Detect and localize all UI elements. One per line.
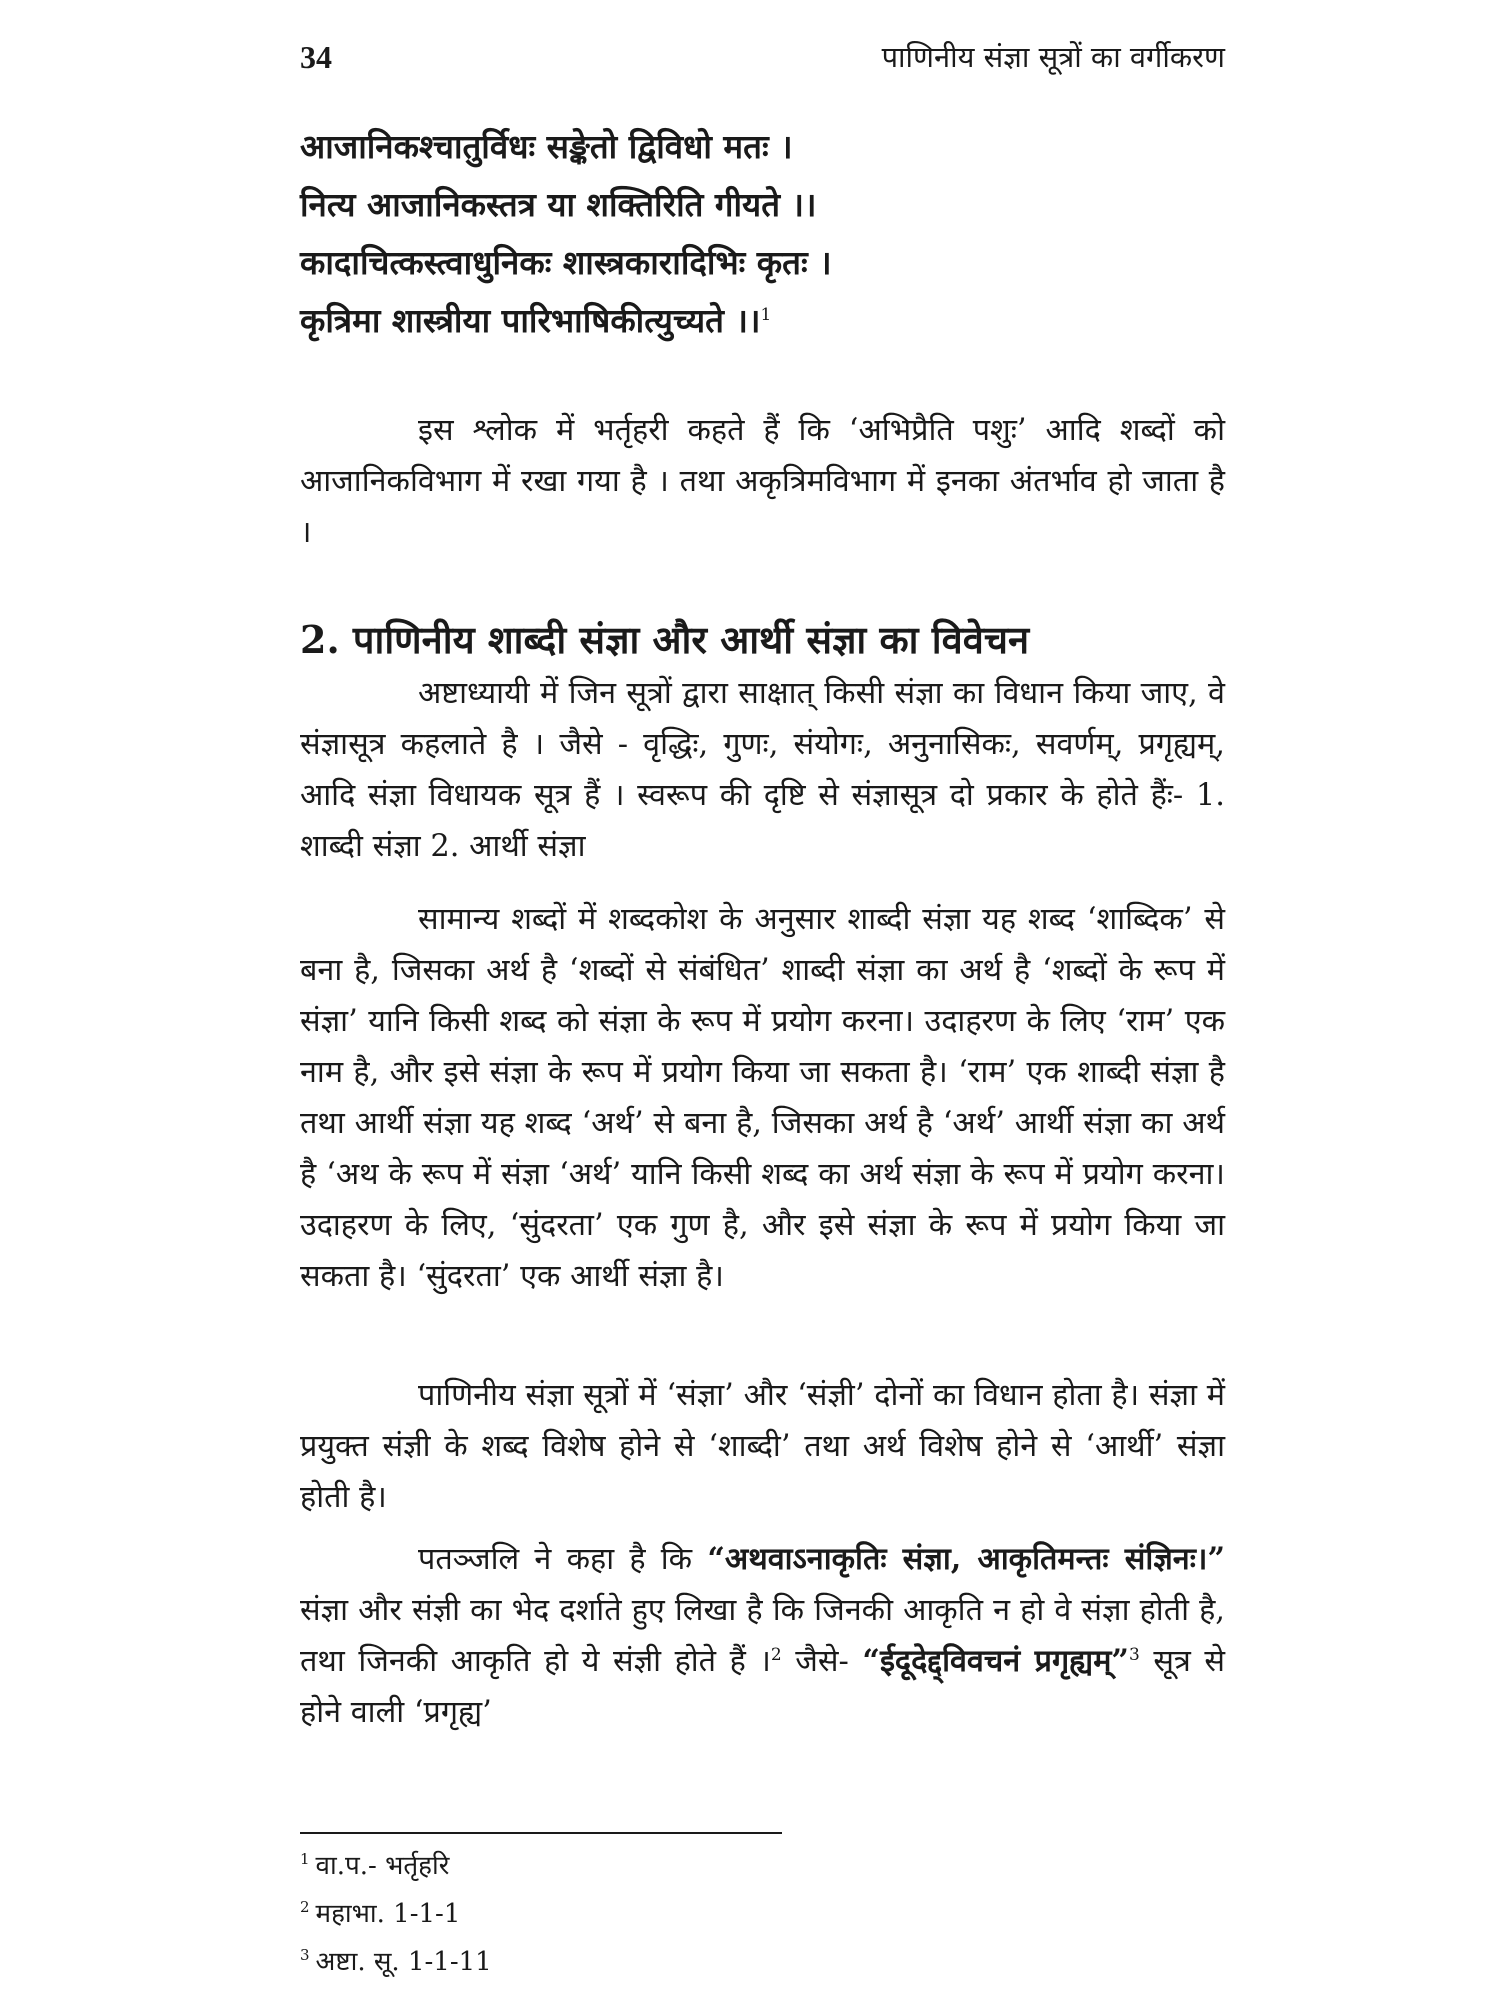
paragraph: इस श्लोक में भर्तृहरी कहते हैं कि ‘अभिप्रैति पशुः’ आदि शब्दों को आजानिकविभाग में रखा गया है । तथा अकृत्रिमविभाग में इनका अंतर्भाव हो जाता है । (300, 413, 1225, 550)
section-heading: 2. पाणिनीय शाब्दी संज्ञा और आर्थी संज्ञा का विवेचन (300, 617, 1030, 662)
footnote-ref: 3 (1128, 1644, 1140, 1665)
quotation: “अथवाऽनाकृतिः संज्ञा, आकृतिमन्तः संज्ञिनः।” (707, 1541, 1225, 1577)
footnote (300, 1842, 1225, 1890)
paragraph-text: सूत्र से होने वाली ‘प्रगृह्य’ (300, 1644, 1225, 1730)
footnote-ref: 1 (760, 305, 772, 325)
sanskrit-verse (300, 118, 1225, 350)
footnote-divider (300, 1832, 782, 1834)
running-title: पाणिनीय संज्ञा सूत्रों का वर्गीकरण (881, 40, 1225, 74)
footnote-mark: 3 (300, 1946, 310, 1965)
paragraph: पाणिनीय संज्ञा सूत्रों में ‘संज्ञा’ और ‘संज्ञी’ दोनों का विधान होता है। संज्ञा में प्रयुक्त संज्ञी के शब्द विशेष होने से ‘शाब्दी’ तथा अर्थ विशेष होने से ‘आर्थी’ संज्ञा होती है। (300, 1378, 1225, 1515)
verse-line: कादाचित्कस्त्वाधुनिकः शास्त्रकारादिभिः कृतः । (300, 243, 832, 282)
paragraph-text: पतञ्जलि ने कहा है कि (418, 1542, 708, 1577)
verse-line-last (300, 292, 1225, 350)
verse-line-text: कृत्रिमा शास्त्रीया पारिभाषिकीत्युच्यते ।। (300, 301, 761, 340)
verse-line: आजानिकश्चातुर्विधः सङ्केतो द्विविधो मतः । (300, 127, 793, 166)
paragraph-text: संज्ञा और संज्ञी का भेद दर्शाते हुए लिखा है कि जिनकी आकृति न हो वे संज्ञा होती है, तथा जिनकी आकृति हो ये संज्ञी होते हैं । (300, 1593, 1225, 1679)
footnote (300, 1938, 1225, 1986)
quotation: “ईदूदेद्द्विवचनं प्रगृह्यम्” (862, 1643, 1129, 1679)
paragraph: अष्टाध्यायी में जिन सूत्रों द्वारा साक्षात् किसी संज्ञा का विधान किया जाए, वे संज्ञासूत्र कहलाते है । जैसे - वृद्धिः, गुणः, संयोगः, अनुनासिकः, सवर्णम्, प्रगृह्यम्, आदि संज्ञा विधायक सूत्र हैं । स्वरूप की दृष्टि से संज्ञासूत्र दो प्रकार के होते हैंः- 1. शाब्दी संज्ञा 2. आर्थी संज्ञा (300, 676, 1225, 864)
footnote-mark: 1 (300, 1850, 310, 1869)
paragraph: सामान्य शब्दों में शब्दकोश के अनुसार शाब्दी संज्ञा यह शब्द ‘शाब्दिक’ से बना है, जिसका अर्थ है ‘शब्दों से संबंधित’ शाब्दी संज्ञा का अर्थ है ‘शब्दों के रूप में संज्ञा’ यानि किसी शब्द को संज्ञा के रूप में प्रयोग करना। उदाहरण के लिए ‘राम’ एक नाम है, और इसे संज्ञा के रूप में प्रयोग किया जा सकता है। ‘राम’ एक शाब्दी संज्ञा है तथा आर्थी संज्ञा यह शब्द ‘अर्थ’ से बना है, जिसका अर्थ है ‘अर्थ’ आर्थी संज्ञा का अर्थ है ‘अथ के रूप में संज्ञा ‘अर्थ’ यानि किसी शब्द का अर्थ संज्ञा के रूप में प्रयोग करना। उदाहरण के लिए, ‘सुंदरता’ एक गुण है, और इसे संज्ञा के रूप में प्रयोग किया जा सकता है। ‘सुंदरता’ एक आर्थी संज्ञा है। (300, 902, 1225, 1294)
running-header (300, 32, 1225, 82)
paragraph-text: जैसे- (781, 1644, 863, 1679)
footnote-text: महाभा. 1-1-1 (315, 1899, 461, 1929)
footnote-text: वा.प.- भर्तृहरि (315, 1851, 450, 1881)
footnote-ref: 2 (770, 1644, 782, 1665)
footnote (300, 1890, 1225, 1938)
footnote-mark: 2 (300, 1898, 310, 1917)
page-number: 34 (300, 39, 332, 75)
footnotes (300, 1842, 1225, 1986)
footnote-text: अष्टा. सू. 1-1-11 (315, 1947, 492, 1977)
paragraph (300, 1534, 1225, 1738)
verse-line: नित्य आजानिकस्तत्र या शक्तिरिति गीयते ।। (300, 185, 817, 224)
